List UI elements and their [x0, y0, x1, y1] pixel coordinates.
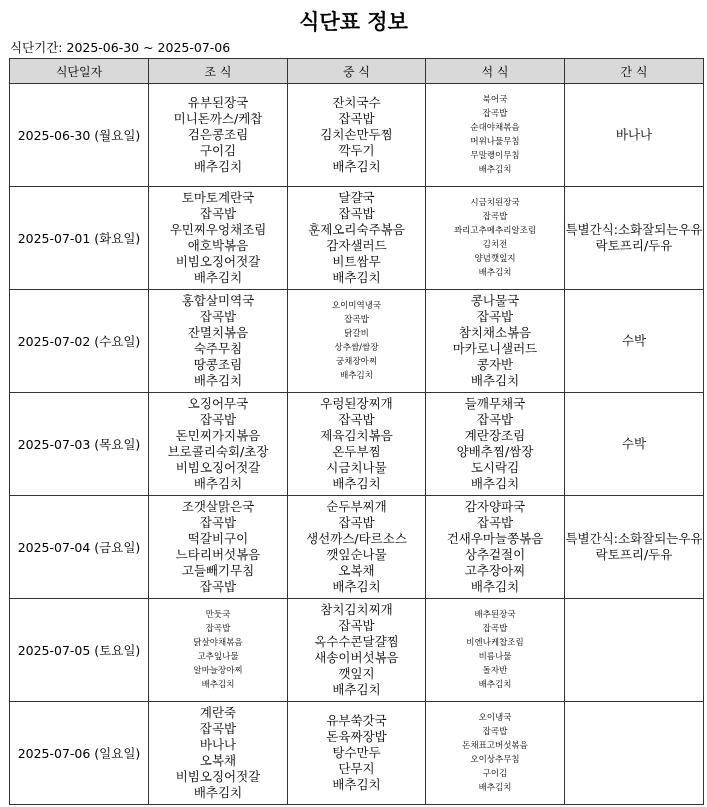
menu-item: 잔멸치볶음: [187, 325, 249, 340]
menu-item: 잡곡밥: [344, 315, 369, 325]
menu-item: 배추김치: [332, 476, 381, 491]
breakfast-cell: [149, 702, 288, 805]
menu-item: 돈육짜장밥: [326, 729, 387, 744]
menu-item: 달걀국: [338, 190, 375, 205]
menu-item: 비빔오징어젓갈: [175, 254, 261, 269]
menu-item: 배추김치: [340, 371, 373, 381]
menu-item: 새송이버섯볶음: [314, 650, 399, 665]
menu-item: 미니돈까스/케찹: [173, 111, 263, 126]
snack-cell: [565, 393, 704, 496]
menu-item: 배추김치: [332, 579, 381, 594]
snack-cell: [565, 290, 704, 393]
menu-item: 옥수수콘달걀찜: [314, 634, 399, 649]
menu-item: 오징어무국: [187, 396, 249, 411]
breakfast-cell: [149, 290, 288, 393]
menu-item: 잡곡밥: [338, 515, 375, 530]
menu-item: 참치채소볶음: [458, 325, 532, 340]
snack-cell: [565, 599, 704, 702]
menu-item: 고들빼기무침: [181, 563, 255, 578]
menu-item: 검은콩조림: [187, 127, 249, 142]
menu-item: 마카로니샐러드: [452, 341, 538, 356]
menu-item: 배추김치: [193, 785, 243, 800]
lunch-cell: [288, 187, 426, 290]
menu-item: 시금치된장국: [470, 198, 520, 208]
menu-item: 제육김치볶음: [320, 428, 393, 443]
menu-item: 들깨무채국: [464, 396, 526, 411]
menu-item: 배추김치: [478, 783, 512, 793]
date-cell: 2025-07-05 (토요일): [10, 599, 149, 702]
date-cell: 2025-07-04 (금요일): [10, 496, 149, 599]
table-row: [10, 187, 704, 290]
menu-item: 비빔오징어젓갈: [175, 460, 261, 475]
dinner-cell: [426, 84, 565, 187]
menu-item: 김치손만두찜: [320, 127, 393, 142]
menu-item: 잡곡밥: [199, 579, 237, 594]
menu-item: 락토프리/두유: [595, 547, 673, 562]
menu-item: 배추김치: [193, 373, 243, 388]
menu-item: 오이냉국: [478, 713, 512, 723]
menu-item: 수박: [621, 436, 647, 451]
menu-item: 배추된장국: [474, 610, 516, 620]
menu-item: 유부된장국: [187, 95, 249, 110]
menu-item: 잡곡밥: [338, 412, 375, 427]
menu-item: 배추김치: [332, 159, 381, 174]
menu-item: 참치김치찌개: [320, 602, 393, 617]
header-date: 식단일자: [10, 59, 149, 84]
menu-item: 땅콩조림: [193, 357, 243, 372]
menu-item: 수박: [621, 333, 647, 348]
snack-cell: [565, 84, 704, 187]
menu-item: 깍두기: [338, 143, 375, 158]
menu-item: 우민찌우엉채조림: [169, 222, 267, 237]
menu-item: 감자양파국: [464, 499, 526, 514]
header-snack: 간 식: [565, 59, 704, 84]
lunch-cell: [288, 599, 426, 702]
menu-item: 잡곡밥: [476, 412, 514, 427]
menu-item: 잡곡밥: [482, 727, 508, 737]
menu-item: 구이김: [199, 143, 237, 158]
table-row: [10, 290, 704, 393]
menu-item: 배추김치: [193, 476, 243, 491]
menu-item: 배추김치: [478, 268, 512, 278]
snack-cell: [565, 702, 704, 805]
menu-item: 배추김치: [478, 165, 512, 175]
menu-item: 배추김치: [478, 680, 512, 690]
lunch-cell: [288, 290, 426, 393]
menu-item: 궁채장아찌: [335, 357, 378, 367]
menu-item: 잡곡밥: [476, 309, 514, 324]
menu-item: 잡곡밥: [199, 721, 237, 736]
lunch-cell: [288, 702, 426, 805]
menu-item: 배추김치: [470, 373, 520, 388]
menu-item: 잡곡밥: [482, 212, 508, 222]
header-dinner: 석 식: [426, 59, 565, 84]
menu-item: 잡곡밥: [338, 111, 375, 126]
menu-item: 배추김치: [332, 682, 381, 697]
menu-item: 상추겉절이: [464, 547, 526, 562]
menu-item: 잡곡밥: [338, 618, 375, 633]
menu-item: 배추김치: [470, 476, 520, 491]
date-cell: 2025-07-03 (목요일): [10, 393, 149, 496]
menu-item: 잡곡밥: [338, 206, 375, 221]
breakfast-cell: [149, 187, 288, 290]
menu-item: 도시락김: [470, 460, 520, 475]
menu-item: 특별간식:소화잘되는우유: [565, 222, 703, 237]
menu-item: 돈채표고버섯볶음: [462, 741, 528, 751]
menu-item: 닭살야채볶음: [193, 638, 243, 648]
menu-item: 배추김치: [201, 680, 235, 690]
table-row: [10, 702, 704, 805]
menu-item: 오복채: [338, 563, 375, 578]
menu-item: 김치전: [482, 240, 508, 250]
menu-table: [9, 58, 704, 805]
menu-item: 북어국: [482, 95, 508, 105]
menu-item: 홍합살미역국: [181, 293, 255, 308]
menu-item: 돌자반: [482, 666, 508, 676]
menu-item: 잡곡밥: [199, 412, 237, 427]
dinner-cell: [426, 599, 565, 702]
menu-item: 떡갈비구이: [187, 531, 249, 546]
dinner-cell: [426, 393, 565, 496]
dinner-cell: [426, 496, 565, 599]
dinner-cell: [426, 702, 565, 805]
menu-item: 비빔오징어젓갈: [175, 769, 261, 784]
header-lunch: 중 식: [288, 59, 426, 84]
breakfast-cell: [149, 496, 288, 599]
menu-item: 머위나물무침: [470, 137, 520, 147]
menu-item: 콩자반: [476, 357, 514, 372]
menu-item: 무말랭이무침: [470, 151, 520, 161]
header-breakfast: 조 식: [149, 59, 288, 84]
menu-item: 락토프리/두유: [595, 238, 673, 253]
menu-item: 상추쌈/쌈장: [334, 343, 379, 353]
breakfast-cell: [149, 599, 288, 702]
menu-item: 배추김치: [470, 579, 520, 594]
menu-item: 깻잎지: [338, 666, 375, 681]
menu-item: 잔치국수: [332, 95, 381, 110]
menu-item: 생선까스/타르소스: [306, 531, 407, 546]
menu-item: 비트쌈무: [332, 254, 381, 269]
menu-item: 바나나: [199, 737, 237, 752]
menu-period: 식단기간: 2025-06-30 ~ 2025-07-06: [10, 40, 231, 55]
dinner-cell: [426, 187, 565, 290]
menu-item: 고추장아찌: [464, 563, 526, 578]
menu-item: 특별간식:소화잘되는우유: [565, 531, 703, 546]
menu-item: 잡곡밥: [205, 624, 231, 634]
menu-item: 배추김치: [332, 777, 381, 792]
menu-item: 잡곡밥: [199, 515, 237, 530]
menu-item: 오이미역냉국: [331, 301, 382, 311]
snack-cell: [565, 187, 704, 290]
menu-item: 순두부찌개: [326, 499, 387, 514]
lunch-cell: [288, 84, 426, 187]
header-row: [10, 59, 704, 84]
menu-item: 배추김치: [332, 270, 381, 285]
menu-item: 배추김치: [193, 270, 243, 285]
menu-item: 유부쑥갓국: [326, 713, 387, 728]
menu-item: 양배추찜/쌈장: [456, 444, 534, 459]
menu-item: 배추김치: [193, 159, 243, 174]
menu-item: 온두부찜: [332, 444, 381, 459]
breakfast-cell: [149, 393, 288, 496]
menu-item: 브로콜리숙회/초장: [167, 444, 269, 459]
lunch-cell: [288, 496, 426, 599]
menu-item: 잡곡밥: [199, 206, 237, 221]
menu-item: 양념깻잎지: [474, 254, 516, 264]
menu-item: 구이김: [482, 769, 508, 779]
menu-item: 순대야채볶음: [470, 123, 520, 133]
table-row: [10, 84, 704, 187]
lunch-cell: [288, 393, 426, 496]
menu-item: 훈제오리숙주볶음: [308, 222, 405, 237]
dinner-cell: [426, 290, 565, 393]
table-row: [10, 496, 704, 599]
menu-item: 알마늘장아찌: [193, 666, 243, 676]
menu-item: 잡곡밥: [482, 109, 508, 119]
snack-cell: [565, 496, 704, 599]
breakfast-cell: [149, 84, 288, 187]
menu-item: 비름나물: [478, 652, 512, 662]
menu-item: 돈민찌가지볶음: [175, 428, 261, 443]
menu-item: 꽈리고추메추리알조림: [453, 226, 537, 236]
menu-item: 만둣국: [205, 610, 231, 620]
menu-item: 감자샐러드: [326, 238, 387, 253]
menu-item: 비엔나케찹조림: [466, 638, 524, 648]
menu-item: 계란죽: [199, 705, 237, 720]
date-cell: 2025-07-06 (일요일): [10, 702, 149, 805]
menu-item: 깻잎순나물: [326, 547, 387, 562]
menu-item: 숙주무침: [193, 341, 243, 356]
menu-item: 단무지: [338, 761, 375, 776]
menu-item: 우렁된장찌개: [320, 396, 393, 411]
date-cell: 2025-07-01 (화요일): [10, 187, 149, 290]
menu-item: 잡곡밥: [476, 515, 514, 530]
menu-item: 애호박볶음: [187, 238, 249, 253]
table-row: [10, 599, 704, 702]
menu-item: 건새우마늘쫑볶음: [446, 531, 544, 546]
menu-item: 오복채: [199, 753, 237, 768]
date-cell: 2025-06-30 (월요일): [10, 84, 149, 187]
menu-item: 잡곡밥: [199, 309, 237, 324]
menu-item: 고추잎나물: [197, 652, 239, 662]
menu-item: 시금치나물: [326, 460, 387, 475]
menu-item: 잡곡밥: [482, 624, 508, 634]
date-cell: 2025-07-02 (수요일): [10, 290, 149, 393]
menu-item: 오이상추무침: [470, 755, 520, 765]
menu-item: 토마토계란국: [181, 190, 255, 205]
page-title: 식단표 정보: [299, 10, 408, 34]
menu-item: 계란장조림: [464, 428, 526, 443]
menu-item: 느타리버섯볶음: [175, 547, 261, 562]
menu-item: 콩나물국: [470, 293, 520, 308]
menu-item: 조갯살맑은국: [181, 499, 255, 514]
menu-item: 닭갈비: [344, 329, 369, 339]
table-row: [10, 393, 704, 496]
menu-item: 바나나: [615, 127, 653, 142]
menu-item: 탕수만두: [332, 745, 381, 760]
